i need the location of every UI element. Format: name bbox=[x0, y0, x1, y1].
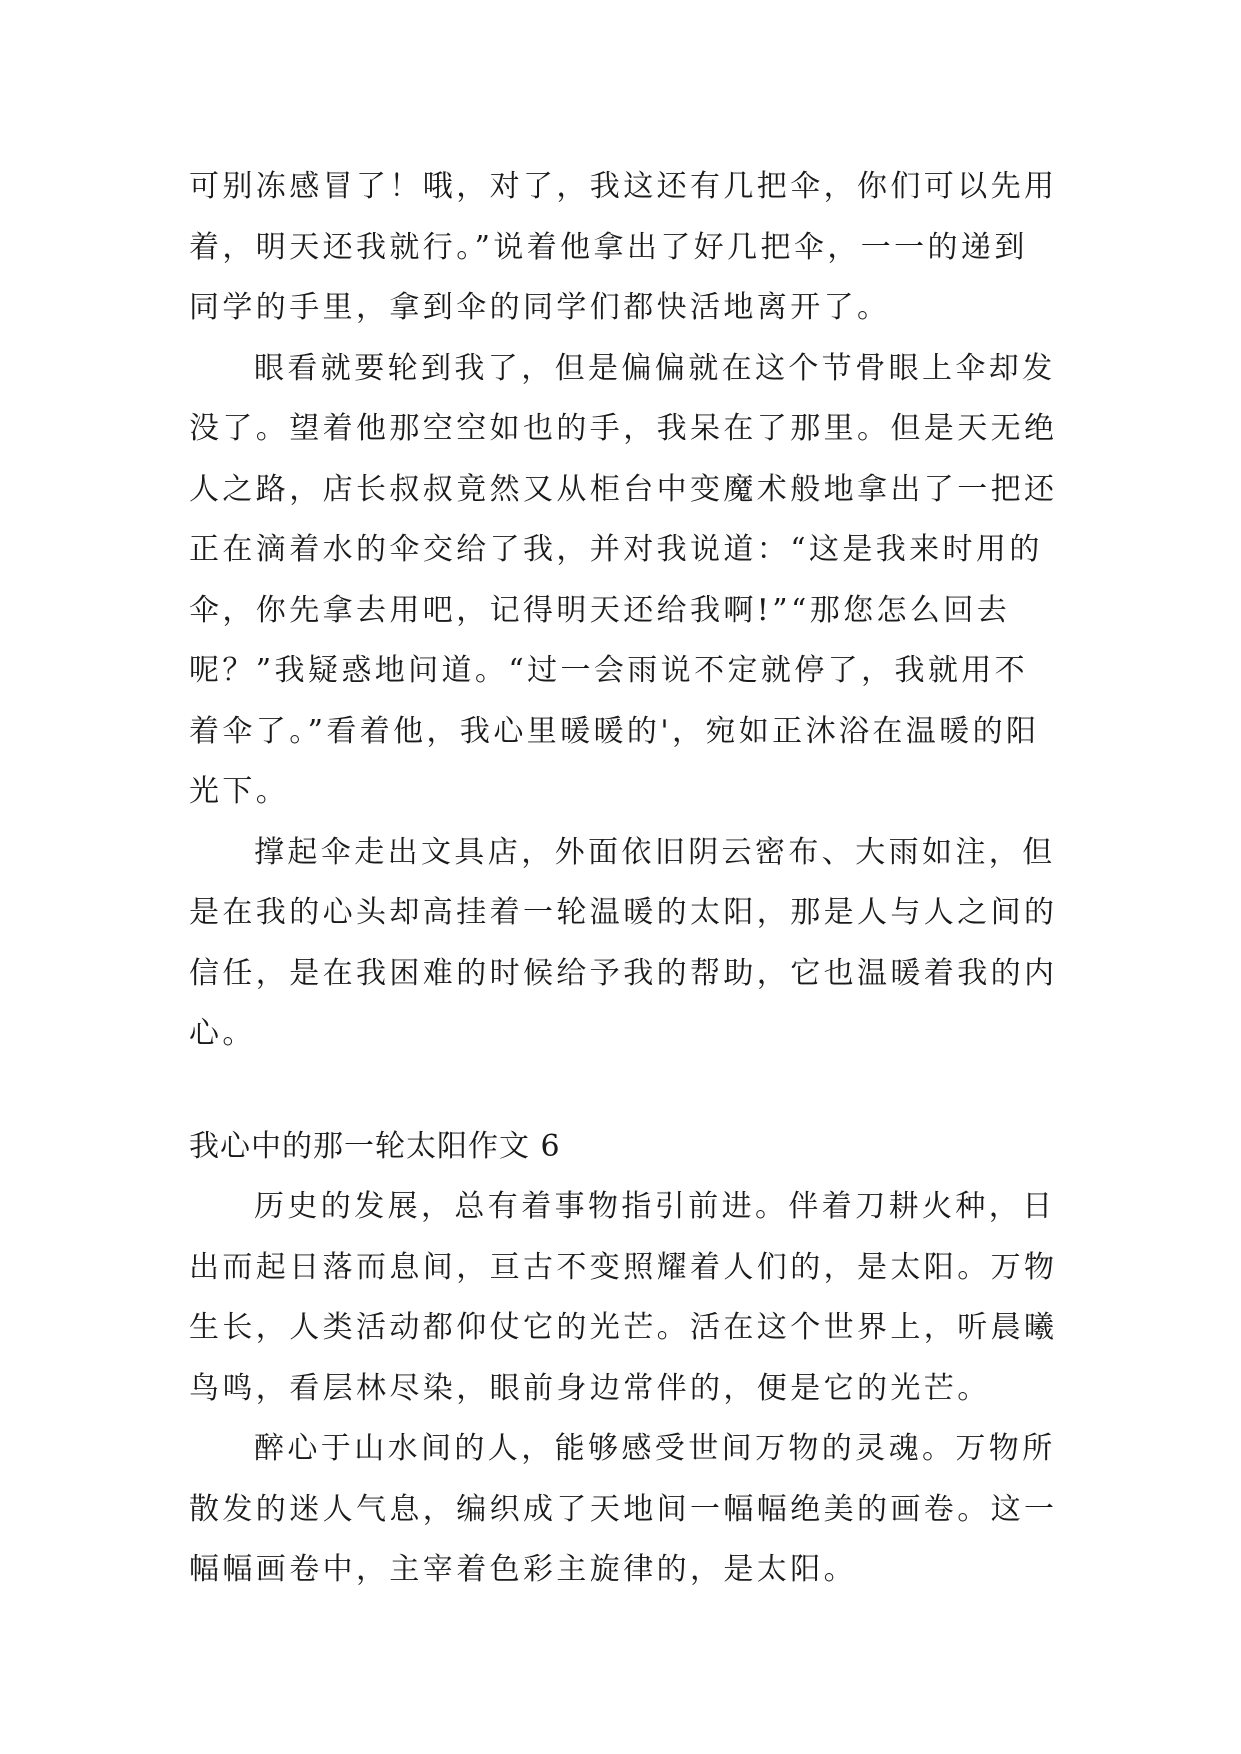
section-title: 我心中的那一轮太阳作文 6 bbox=[189, 1128, 561, 1164]
paragraph bbox=[189, 1177, 1058, 1419]
text-line: 着，明天还我就行。”说着他拿出了好几把伞，一一的递到 bbox=[189, 229, 1028, 265]
text-line: 心。 bbox=[189, 1016, 256, 1051]
document-page bbox=[189, 157, 1058, 1601]
text-line: 幅幅画卷中，主宰着色彩主旋律的，是太阳。 bbox=[189, 1552, 857, 1587]
text-line: 没了。望着他那空空如也的手，我呆在了那里。但是天无绝 bbox=[189, 411, 1058, 446]
text-line: 正在滴着水的伞交给了我，并对我说道：“这是我来时用的 bbox=[189, 532, 1043, 567]
text-line: 光下。 bbox=[189, 774, 290, 809]
paragraph bbox=[189, 157, 1058, 339]
text-line: 撑起伞走出文具店，外面依旧阴云密布、大雨如注，但 bbox=[254, 834, 1056, 870]
text-line: 醉心于山水间的人，能够感受世间万物的灵魂。万物所 bbox=[254, 1431, 1056, 1466]
text-line: 同学的手里，拿到伞的同学们都快活地离开了。 bbox=[189, 290, 891, 325]
text-line: 着伞了。”看着他，我心里暖暖的'，宛如正沐浴在温暖的阳 bbox=[189, 713, 1040, 749]
text-line: 是在我的心头却高挂着一轮温暖的太阳，那是人与人之间的 bbox=[189, 895, 1058, 930]
paragraph bbox=[189, 339, 1058, 823]
text-line: 散发的迷人气息，编织成了天地间一幅幅绝美的画卷。这一 bbox=[189, 1491, 1058, 1527]
text-line: 眼看就要轮到我了，但是偏偏就在这个节骨眼上伞却发 bbox=[254, 350, 1056, 386]
text-line: 生长，人类活动都仰仗它的光芒。活在这个世界上，听晨曦 bbox=[189, 1310, 1058, 1345]
text-line: 人之路，店长叔叔竟然又从柜台中变魔术般地拿出了一把还 bbox=[189, 471, 1058, 507]
text-line: 鸟鸣，看层林尽染，眼前身边常伴的，便是它的光芒。 bbox=[189, 1370, 991, 1406]
paragraph bbox=[189, 823, 1058, 1065]
text-line: 伞，你先拿去用吧，记得明天还给我啊!”“那您怎么回去 bbox=[189, 592, 1011, 628]
text-line: 信任，是在我困难的时候给予我的帮助，它也温暖着我的内 bbox=[189, 955, 1058, 991]
paragraph bbox=[189, 1419, 1058, 1601]
text-line: 可别冻感冒了！哦，对了，我这还有几把伞，你们可以先用 bbox=[189, 169, 1058, 204]
text-line: 出而起日落而息间，亘古不变照耀着人们的，是太阳。万物 bbox=[189, 1249, 1058, 1285]
text-line: 呢？”我疑惑地问道。“过一会雨说不定就停了，我就用不 bbox=[189, 653, 1029, 688]
text-line: 历史的发展，总有着事物指引前进。伴着刀耕火种，日 bbox=[254, 1189, 1056, 1224]
